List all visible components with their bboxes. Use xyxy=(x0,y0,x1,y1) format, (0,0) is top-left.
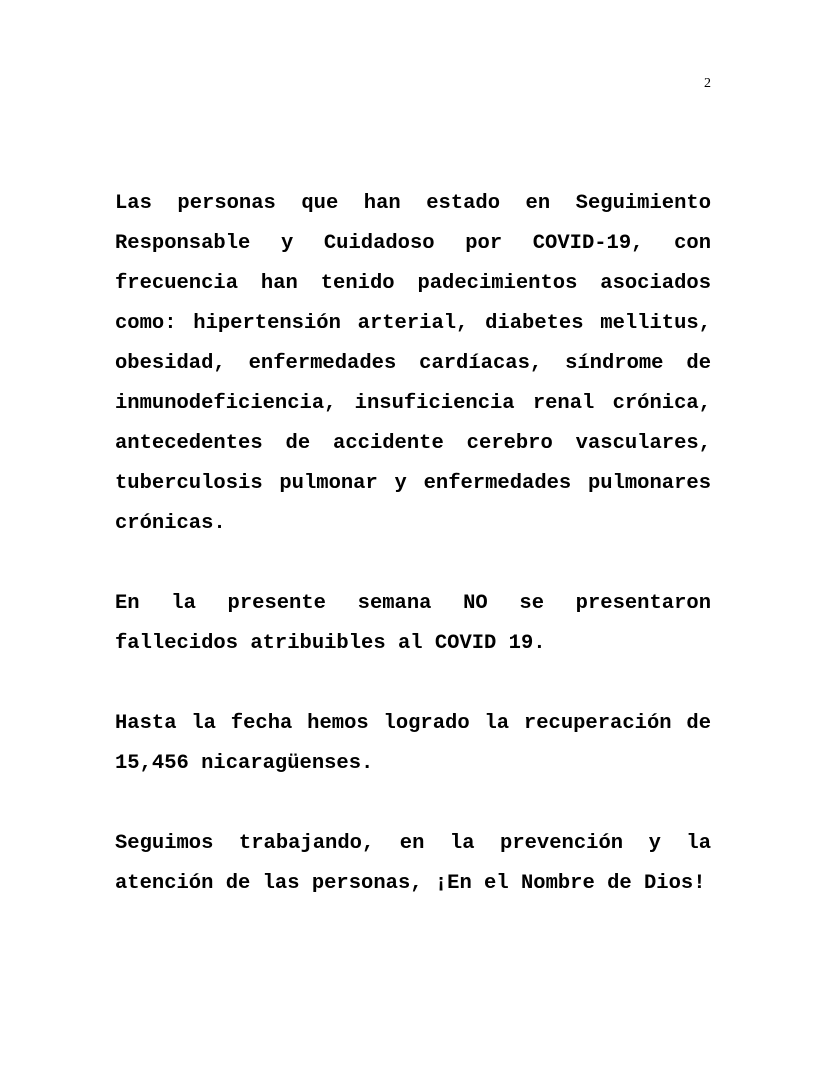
paragraph-comorbidities: Las personas que han estado en Seguimiento Responsable y Cuidadoso por COVID-19, con frecuencia han tenido padecimientos asociados como: hipertensión arterial, diabetes mellitus, obesidad, enfermedades cardíacas, síndrome de inmunodeficiencia, insuficiencia renal crónica, antecedentes de accidente cerebro vasculares, tuberculosis pulmonar y enfermedades pulmonares crónicas. xyxy=(115,192,711,535)
paragraph-closing: Seguimos trabajando, en la prevención y la atención de las personas, ¡En el Nombre de Dios! xyxy=(115,832,711,895)
page-number: 2 xyxy=(704,76,711,91)
paragraph-recoveries: Hasta la fecha hemos logrado la recuperación de 15,456 nicaragüenses. xyxy=(115,712,711,775)
paragraph-deaths: En la presente semana NO se presentaron fallecidos atribuibles al COVID 19. xyxy=(115,592,711,655)
document-body xyxy=(115,184,711,944)
